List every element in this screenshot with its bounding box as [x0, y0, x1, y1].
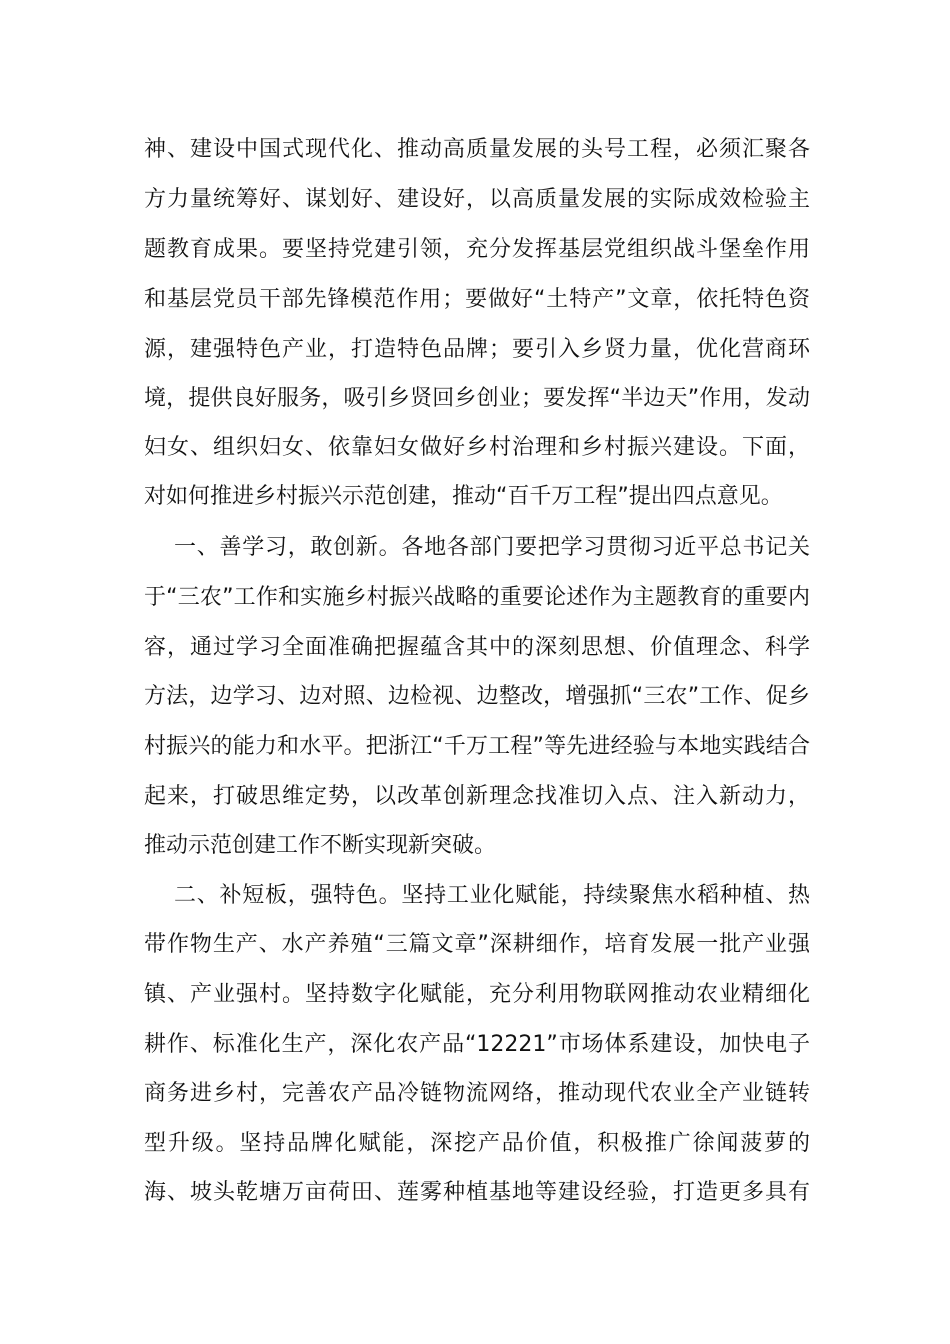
text-line: 容，通过学习全面准确把握蕴含其中的深刻思想、价值理念、科学 [144, 635, 810, 660]
text-line: 妇女、组织妇女、依靠妇女做好乡村治理和乡村振兴建设。下面， [144, 435, 810, 460]
text-line: 境，提供良好服务，吸引乡贤回乡创业；要发挥“半边天”作用，发动 [144, 386, 810, 411]
text-line: 题教育成果。要坚持党建引领，充分发挥基层党组织战斗堡垒作用 [144, 237, 810, 262]
text-line: 带作物生产、水产养殖“三篇文章”深耕细作，培育发展一批产业强 [144, 932, 810, 957]
text-line: 神、建设中国式现代化、推动高质量发展的头号工程，必须汇聚各 [144, 137, 810, 162]
text-line: 于“三农”工作和实施乡村振兴战略的重要论述作为主题教育的重要内 [144, 585, 810, 610]
text-line: 村振兴的能力和水平。把浙江“千万工程”等先进经验与本地实践结合 [144, 734, 810, 759]
text-line: 二、补短板，强特色。坚持工业化赋能，持续聚焦水稻种植、热 [174, 883, 810, 908]
text-line: 方力量统筹好、谋划好、建设好，以高质量发展的实际成效检验主 [144, 187, 810, 212]
text-line: 型升级。坚持品牌化赋能，深挖产品价值，积极推广徐闻菠萝的 [144, 1131, 810, 1156]
text-line: 方法，边学习、边对照、边检视、边整改，增强抓“三农”工作、促乡 [144, 684, 810, 709]
text-line: 和基层党员干部先锋模范作用；要做好“土特产”文章，依托特色资 [144, 287, 810, 312]
text-line: 起来，打破思维定势，以改革创新理念找准切入点、注入新动力， [144, 784, 810, 809]
text-line: 耕作、标准化生产，深化农产品“12221”市场体系建设，加快电子 [144, 1032, 810, 1057]
text-line: 源，建强特色产业，打造特色品牌；要引入乡贤力量，优化营商环 [144, 337, 810, 362]
text-line: 海、坡头乾塘万亩荷田、莲雾种植基地等建设经验，打造更多具有 [144, 1180, 810, 1205]
text-line: 商务进乡村，完善农产品冷链物流网络，推动现代农业全产业链转 [144, 1081, 810, 1106]
text-line: 推动示范创建工作不断实现新突破。 [144, 833, 497, 858]
text-line: 对如何推进乡村振兴示范创建，推动“百千万工程”提出四点意见。 [144, 484, 783, 509]
text-line: 镇、产业强村。坚持数字化赋能，充分利用物联网推动农业精细化 [144, 982, 810, 1007]
text-line: 一、善学习，敢创新。各地各部门要把学习贯彻习近平总书记关 [174, 535, 810, 560]
